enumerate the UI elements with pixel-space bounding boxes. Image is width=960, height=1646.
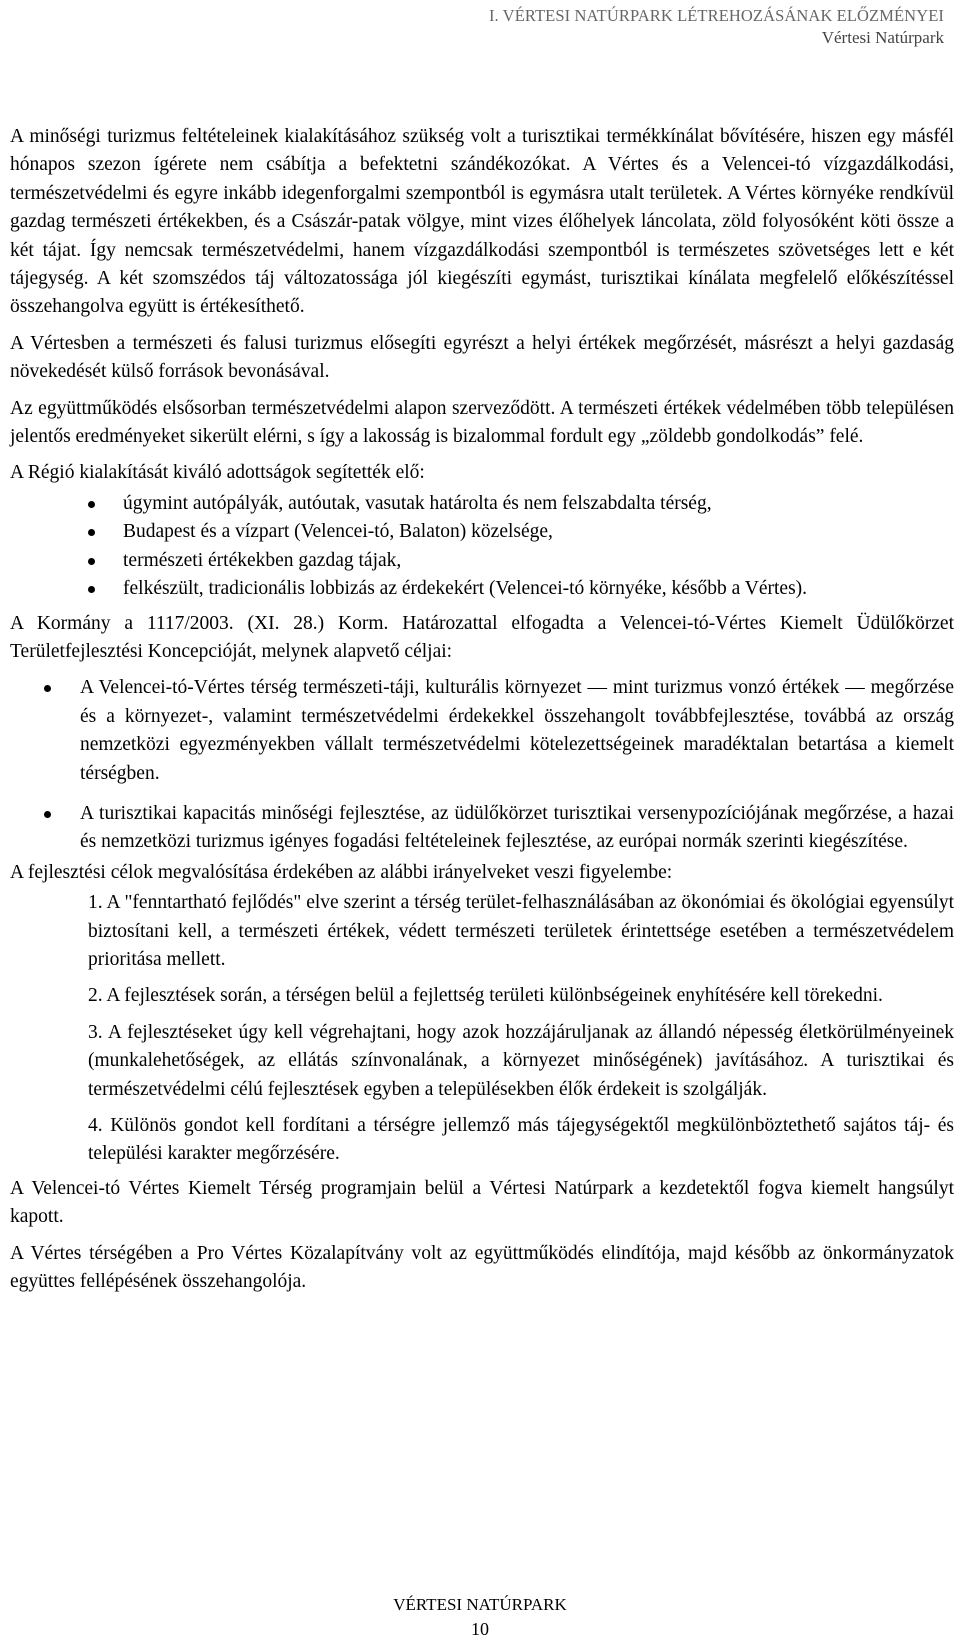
concept-goals-list [10, 674, 954, 856]
list-item: természeti értékekben gazdag tájak, [10, 547, 954, 575]
paragraph-rural-tourism: A Vértesben a természeti és falusi turizmus elősegíti egyrészt a helyi értékek megőrzését, másrészt a helyi gazdaság növekedését külső források bevonásával. [10, 332, 954, 383]
list-item: úgymint autópályák, autóutak, vasutak határolta és nem felszabdalta térség, [10, 490, 954, 518]
list-item: A Velencei-tó-Vértes térség természeti-táji, kulturális környezet — mint turizmus vonzó értékek — megőrzése és a környezet-, valamint természetvédelmi érdekekkel összehangolt továbbfejlesztése, továbbá az ország nemzetközi egyezményekben vállalt természetvédelmi kötelezettségeinek maradéktalan betartása a kiemelt térségben. [10, 674, 954, 788]
list-item: felkészült, tradicionális lobbizás az érdekekért (Velencei-tó környéke, később a Vértes). [10, 575, 954, 603]
bullet-icon [88, 501, 95, 508]
principles-list [10, 889, 954, 1169]
chapter-title: I. VÉRTESI NATÚRPARK LÉTREHOZÁSÁNAK ELŐZMÉNYEI [488, 6, 944, 25]
document-body [10, 123, 954, 1304]
list-item: 4. Különös gondot kell fordítani a térségre jellemző más tájegységektől megkülönböztethető sajátos táj- és települési karakter megőrzésére. [88, 1115, 954, 1165]
paragraph-principles-intro: A fejlesztési célok megvalósítása érdekében az alábbi irányelveket veszi figyelembe: [10, 861, 673, 883]
bullet-icon [88, 558, 95, 565]
list-item: 2. A fejlesztések során, a térségen belül a fejlettség területi különbségeinek enyhítésére kell törekedni. [88, 985, 883, 1007]
list-item: Budapest és a vízpart (Velencei-tó, Balaton) közelsége, [10, 518, 954, 546]
bullet-icon [44, 811, 51, 818]
header-subtitle: Vértesi Natúrpark [821, 28, 944, 47]
bullet-icon [44, 685, 51, 692]
region-advantages-list [10, 490, 954, 604]
page-footer [0, 1594, 960, 1642]
running-header [0, 5, 944, 49]
page-number: 10 [471, 1619, 489, 1639]
paragraph-region-intro: A Régió kialakítását kiváló adottságok segítették elő: [10, 462, 425, 484]
paragraph-naturpark-emphasis: A Velencei-tó Vértes Kiemelt Térség programjain belül a Vértesi Natúrpark a kezdetektől fogva kiemelt hangsúlyt kapott. [10, 1177, 954, 1228]
paragraph-government-decision: A Kormány a 1117/2003. (XI. 28.) Korm. Határozattal elfogadta a Velencei-tó-Vértes Kiemelt Üdülőkörzet Területfejlesztési Koncepcióját, melynek alapvető céljai: [10, 612, 954, 662]
paragraph-pro-vertes: A Vértes térségében a Pro Vértes Közalapítvány volt az együttműködés elindítója, majd később az önkormányzatok együttes fellépésének összehangolója. [10, 1242, 954, 1293]
footer-title: VÉRTESI NATÚRPARK [393, 1595, 567, 1614]
list-item: A turisztikai kapacitás minőségi fejlesztése, az üdülőkörzet turisztikai versenypozíciójának megőrzése, a hazai és nemzetközi turizmus igényes fogadási feltételeinek fejlesztése, az európai normák szerinti kiegészítése. [10, 800, 954, 857]
paragraph-cooperation: Az együttműködés elsősorban természetvédelmi alapon szerveződött. A természeti értékek védelmében több településen jelentős eredményeket sikerült elérni, s így a lakosság is bizalommal fordult egy „zöldebb gondolkodás” felé. [10, 397, 954, 448]
list-item: 3. A fejlesztéseket úgy kell végrehajtani, hogy azok hozzájáruljanak az állandó népesség életkörülményeinek (munkalehetőségek, az ellátás színvonalának, a környezet minőségének) javításához. A turisztikai és természetvédelmi célú fejlesztések egyben a településekben élők érdekeit is szolgálják. [88, 1021, 954, 1100]
bullet-icon [88, 586, 95, 593]
paragraph-tourism-development: A minőségi turizmus feltételeinek kialakításához szükség volt a turisztikai termékkínálat bővítésére, hiszen egy másfél hónapos szezon ígérete nem csábítja a befektetni szándékozókat. A Vértes és a Velencei-tó vízgazdálkodási, természetvédelmi és egyre inkább idegenforgalmi szempontból is egymásra utalt területek. A Vértes környéke rendkívül gazdag természeti értékekben, és a Császár-patak völgye, mint vizes élőhelyek láncolata, zöld folyosóként köti össze a két tájat. Így nemcsak természetvédelmi, hanem vízgazdálkodási szempontból is természetes szövetséges lett e két tájegység. A két szomszédos táj változatossága jól kiegészíti egymást, turisztikai kínálata megfelelő előkészítéssel összehangolva együtt is értékesíthető. [10, 126, 954, 318]
bullet-icon [88, 529, 95, 536]
list-item: 1. A "fenntartható fejlődés" elve szerint a térség terület-felhasználásában az ökonómiai és ökológiai egyensúlyt biztosítani kell, a természeti értékek, védett természeti területek érintettsége esetében a természetvédelem prioritása mellett. [88, 892, 954, 970]
